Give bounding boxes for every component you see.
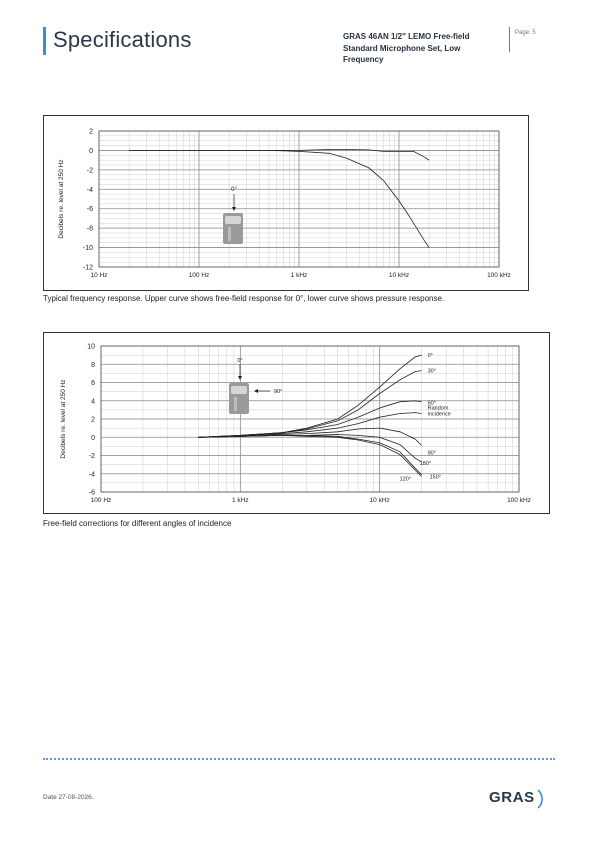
y-tick-label: -8 (86, 225, 93, 233)
incidence-arrowhead (238, 376, 242, 380)
frequency-response-chart (43, 115, 529, 291)
document-title: GRAS 46AN 1/2" LEMO Free-field Standard Microphone Set, Low Frequency (343, 32, 470, 64)
free-field-corrections-chart (43, 332, 550, 514)
y-tick-label: -6 (86, 206, 93, 214)
free-field-corrections-plot (44, 333, 549, 513)
y-tick-label: -6 (88, 489, 95, 497)
series-line (198, 435, 421, 462)
x-tick-label: 100 Hz (188, 272, 210, 279)
series-label: 30° (427, 368, 436, 375)
series-label: 60° (427, 400, 436, 407)
title-accent-bar (43, 27, 46, 55)
series-line (198, 435, 421, 474)
x-tick-label: 1 kHz (290, 272, 308, 279)
microphone-highlight-icon (228, 227, 231, 241)
series-label: 0° (427, 353, 433, 360)
x-tick-label: 10 kHz (369, 497, 390, 504)
y-tick-label: -4 (86, 186, 93, 194)
y-tick-label: 0 (89, 147, 93, 155)
y-tick-label: 6 (91, 380, 95, 387)
y-tick-label: 2 (91, 416, 95, 424)
series-label: 120° (399, 476, 412, 483)
page-number: Page: 5 (515, 30, 536, 36)
x-tick-label: 100 Hz (90, 497, 112, 504)
y-tick-label: -2 (86, 167, 93, 175)
y-tick-label: -2 (88, 453, 95, 460)
x-tick-label: 10 kHz (388, 272, 410, 279)
y-axis-label: Decibels re. level at 250 Hz (58, 159, 65, 239)
y-tick-label: 8 (91, 361, 95, 369)
x-tick-label: 100 kHz (507, 497, 531, 504)
angle-annotation: 0° (237, 358, 243, 364)
x-tick-label: 1 kHz (232, 497, 249, 504)
series-label: 150° (429, 474, 442, 481)
page-title: Specifications (53, 27, 192, 52)
microphone-highlight-icon (234, 397, 237, 411)
frequency-response-plot (44, 116, 528, 290)
footer-date: Date 27-08-2026. (43, 794, 94, 801)
y-tick-label: -12 (82, 264, 93, 272)
y-tick-label: -10 (82, 245, 93, 253)
microphone-grille-icon (231, 386, 247, 394)
x-tick-label: 10 Hz (90, 272, 108, 279)
series-line (198, 435, 421, 476)
chart1-caption: Typical frequency response. Upper curve shows free-field response for 0°, lower curve shows pressure response. (43, 294, 445, 303)
gras-logo (486, 784, 546, 812)
y-tick-label: 0 (91, 434, 95, 442)
footer-dotted-rule (43, 758, 555, 760)
angle-annotation: 0° (231, 187, 237, 193)
series-label: 90° (427, 450, 436, 457)
x-tick-label: 100 kHz (487, 272, 511, 279)
chart2-caption: Free-field corrections for different angles of incidence (43, 519, 232, 528)
series-label: 180° (419, 460, 432, 467)
y-tick-label: 4 (91, 398, 95, 406)
y-axis-label: Decibels re. level at 250 Hz (60, 379, 67, 459)
header-divider (509, 27, 510, 52)
y-tick-label: 2 (89, 128, 93, 136)
y-tick-label: 10 (87, 343, 95, 351)
side-incidence-arrowhead (254, 389, 258, 393)
angle-annotation: 90° (274, 389, 283, 395)
y-tick-label: -4 (88, 471, 95, 479)
logo-wordmark: GRAS (489, 789, 535, 806)
series-label: Random incidence (427, 405, 451, 418)
microphone-grille-icon (225, 216, 241, 224)
